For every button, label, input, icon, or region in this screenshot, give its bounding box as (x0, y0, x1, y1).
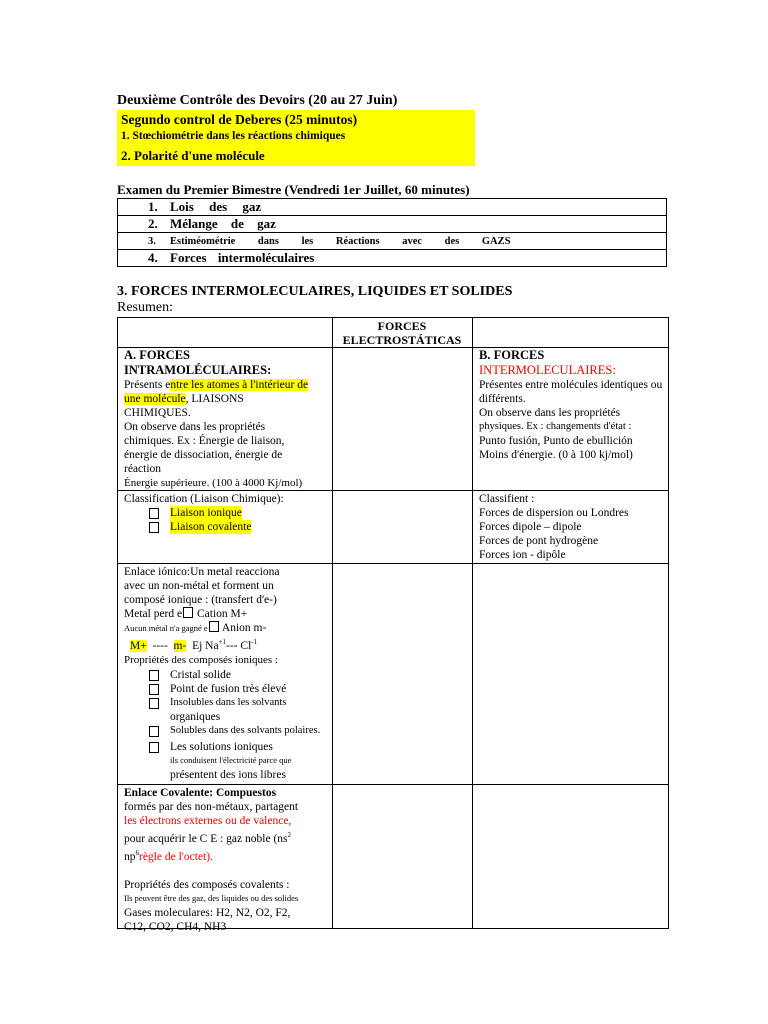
covalent-properties-title: Propriétés des composés covalents : (124, 878, 290, 891)
checkbox-icon (148, 697, 160, 709)
b-title: INTERMOLECULAIRES: (479, 363, 616, 377)
topic-number: 1. (148, 199, 158, 214)
list-item: Forces ion - dipôle (479, 549, 566, 561)
item-text: Liaison ionique (170, 507, 242, 519)
covalent-gases: C12, CO2, CH4, NH3 (124, 920, 227, 933)
covalent-bond-cell (124, 786, 332, 934)
list-item (124, 724, 332, 738)
ionic-line: composé ionique : (transfert d'e-) (124, 594, 277, 606)
ionic-example: M+ ---- m- Ej $Na^{+1}---$ $Cl^{-1}$ (130, 638, 258, 652)
covalent-line: pour acquérir le C E : gaz noble ($ns^2$ (124, 831, 291, 845)
b-line: physiques. Ex : changements d'état : (479, 421, 632, 432)
quiz-topic-2: 2. Polarité d'une molécule (121, 148, 265, 163)
a-line: Présents entre les atomes à l'intérieur de (124, 379, 309, 391)
section-subtitle: Resumen: (117, 300, 173, 315)
topic-number: 3. (148, 235, 156, 247)
covalent-gases: Gases moleculares: H2, N2, O2, F2, (124, 906, 291, 919)
ionic-properties-title: Propriétés des composés ioniques : (124, 653, 278, 666)
topic-text: Lois des gaz (170, 199, 262, 214)
forces-summary-table (117, 317, 669, 933)
header-line: FORCES (377, 319, 427, 333)
ionic-line: Metal perd e Cation M+ (124, 608, 248, 620)
ionic-line: Enlace iónico:Un metal reacciona (124, 566, 280, 578)
row-divider (118, 490, 668, 491)
list-item (124, 696, 332, 710)
quiz-title: Segundo control de Deberes (25 minutos) (121, 112, 358, 127)
checkbox-icon (148, 669, 160, 681)
b-line: Moins d'énergie. (0 à 100 kj/mol) (479, 449, 633, 461)
item-text: Cristal solide (170, 668, 232, 681)
checkbox-icon (148, 741, 160, 753)
arrow-icon (183, 607, 193, 618)
b-title: B. FORCES (479, 348, 545, 362)
exam-topic-row (118, 250, 667, 267)
document-title: Deuxième Contrôle des Devoirs (20 au 27 Juin) (117, 93, 398, 108)
a-line: CHIMIQUES. (124, 407, 191, 419)
ionic-bond-cell (124, 565, 332, 782)
item-text: Solubles dans des solvants polaires. (170, 724, 321, 736)
topic-number: 4. (148, 250, 158, 265)
item-text: Les solutions ioniques (170, 740, 273, 753)
item-text: Liaison covalente (170, 521, 252, 533)
classify-title: Classifient : (479, 493, 535, 505)
section-title: 3. FORCES INTERMOLECULAIRES, LIQUIDES ET SOLIDES (117, 284, 513, 299)
exam-topic-row (118, 199, 667, 216)
item-continued: organiques (170, 710, 221, 723)
checkbox-icon (148, 521, 160, 533)
ionic-note: ils conduisent l'électricité parce que (170, 754, 292, 765)
topic-text: Mélange de gaz (170, 216, 276, 231)
list-item (124, 682, 332, 696)
topic-number: 2. (148, 216, 158, 231)
quiz-topic-1: 1. Stœchiométrie dans les réactions chimiques (121, 130, 346, 142)
list-item (124, 668, 332, 682)
classification-cell (124, 492, 332, 534)
covalent-line: formés par des non-métaux, partagent (124, 801, 299, 813)
checkbox-icon (148, 725, 160, 737)
ionic-note: présentent des ions libres (170, 768, 286, 781)
list-item: Forces dipole – dipole (479, 521, 582, 533)
list-item: Forces de pont hydrogène (479, 535, 599, 547)
exam-topic-row (118, 216, 667, 233)
checkbox-icon (148, 683, 160, 695)
a-line: réaction (124, 463, 162, 475)
a-line: Énergie supérieure. (100 à 4000 Kj/mol) (124, 477, 303, 489)
covalent-line: $np^6règle$ de l'octet). (124, 848, 213, 863)
row-divider (118, 563, 668, 564)
b-line: On observe dans les propriétés (479, 407, 621, 419)
b-line: différents. (479, 393, 526, 405)
classify-cell (479, 492, 669, 562)
covalent-title: Enlace Covalente: Compuestos (124, 787, 277, 799)
a-line: chimiques. Ex : Énergie de liaison, (124, 435, 285, 447)
a-title: INTRAMOLÉCULAIRES: (124, 363, 272, 377)
exam-topics-table (117, 198, 667, 267)
header-line: ELECTROSTÁTICAS (342, 333, 462, 347)
checkbox-icon (148, 507, 160, 519)
topic-text: Forces intermoléculaires (170, 250, 315, 265)
a-line: une molécule, LIAISONS (124, 393, 244, 405)
covalent-note: Ils peuvent être des gaz, des liquides ou des solides (124, 892, 299, 903)
list-item (124, 740, 332, 754)
ionic-line: Aucun métal n'a gagné e Anion m- (124, 622, 267, 634)
a-title: A. FORCES (124, 348, 190, 362)
classification-title: Classification (Liaison Chimique): (124, 493, 284, 505)
a-line: énergie de dissociation, énergie de (124, 449, 283, 461)
electrostatic-forces-header (332, 319, 472, 347)
exam-topic-row (118, 233, 667, 250)
topic-text: Estiméométrie dans les Réactions avec des GAZS (170, 235, 511, 247)
a-line: On observe dans les propriétés (124, 421, 266, 433)
item-text: Point de fusion très élevé (170, 682, 287, 695)
exam-title: Examen du Premier Bimestre (Vendredi 1er Juillet, 60 minutes) (117, 182, 470, 197)
b-line: Punto fusión, Punto de ebullición (479, 435, 633, 447)
row-divider (118, 784, 668, 785)
intermolecular-forces-cell (479, 348, 669, 462)
b-line: Présentes entre molécules identiques ou (479, 379, 663, 391)
covalent-line: les électrons externes ou de valence, (124, 815, 292, 827)
arrow-icon (209, 621, 219, 632)
column-divider (332, 318, 333, 928)
list-item (124, 520, 332, 534)
intramolecular-forces-cell (124, 348, 332, 490)
highlighted-quiz-box (117, 110, 475, 166)
column-divider (472, 318, 473, 928)
item-text: Insolubles dans les solvants (170, 696, 287, 708)
list-item: Forces de dispersion ou Londres (479, 507, 629, 519)
list-item (124, 506, 332, 520)
ionic-line: avec un non-métal et forment un (124, 580, 274, 592)
